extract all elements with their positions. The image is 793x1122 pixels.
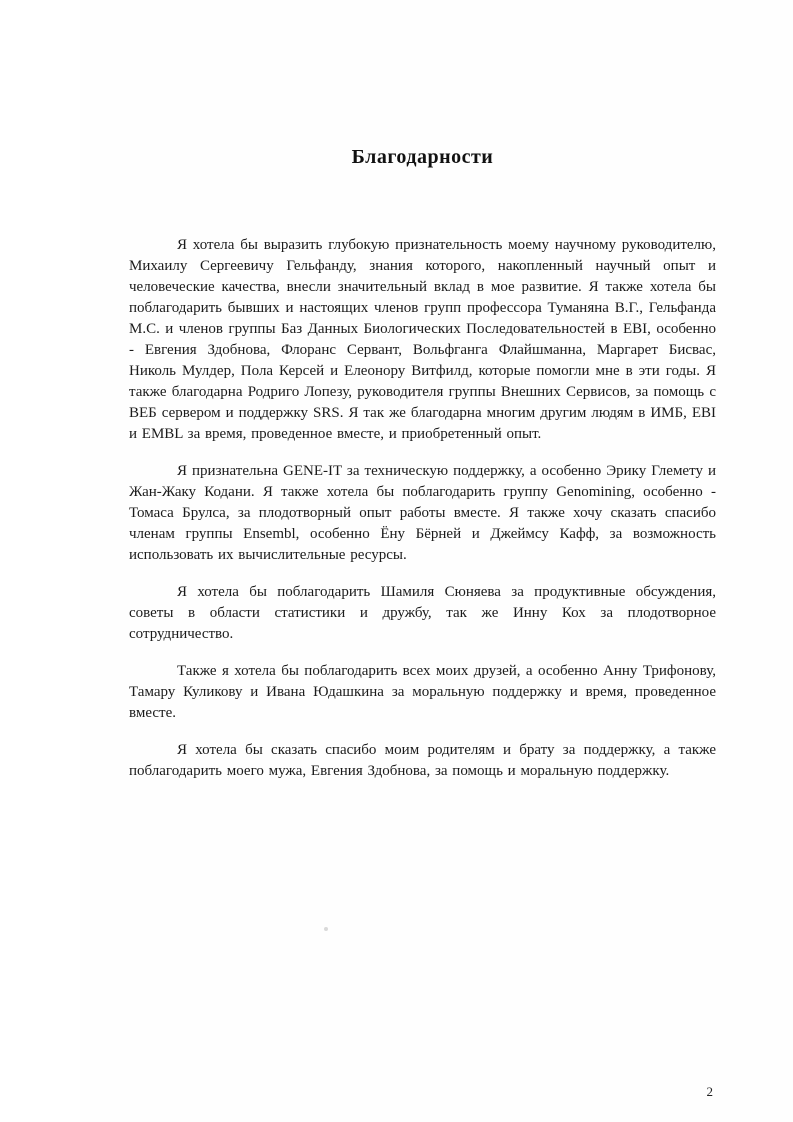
acknowledgments-paragraph-4: Также я хотела бы поблагодарить всех моих друзей, а особенно Анну Трифонову, Тамару Куликову и Ивана Юдашкина за моральную поддержку и время, проведенное вместе.: [129, 663, 716, 721]
page-title: Благодарности: [351, 146, 494, 168]
page-number: 2: [706, 1084, 713, 1099]
acknowledgments-paragraph-2: Я признательна GENE-IT за техническую поддержку, а особенно Эрику Глемету и Жан-Жаку Кодани. Я также хотела бы поблагодарить группу Genomining, особенно - Томаса Брулса, за плодотворный опыт работы вместе. Я также хочу сказать спасибо членам группы Ensembl, особенно Ёну Бёрней и Джеймсу Кафф, за возможность использовать их вычислительные ресурсы.: [129, 463, 716, 563]
acknowledgments-paragraph-3: Я хотела бы поблагодарить Шамиля Сюняева за продуктивные обсуждения, советы в области статистики и дружбу, так же Инну Кох за плодотворное сотрудничество.: [129, 584, 716, 642]
acknowledgments-paragraph-5: Я хотела бы сказать спасибо моим родителям и брату за поддержку, а также поблагодарить моего мужа, Евгения Здобнова, за помощь и моральную поддержку.: [129, 742, 716, 779]
scan-edge-artifact: [0, 0, 80, 1122]
scan-speck-artifact: [324, 927, 328, 931]
page-content: [129, 146, 716, 798]
acknowledgments-paragraph-1: Я хотела бы выразить глубокую признательность моему научному руководителю, Михаилу Сергеевичу Гельфанду, знания которого, накопленный научный опыт и человеческие качества, внесли значительный вклад в мое развитие. Я также хотела бы поблагодарить бывших и настоящих членов групп профессора Туманяна В.Г., Гельфанда М.С. и членов группы Баз Данных Биологических Последовательностей в EBI, особенно - Евгения Здобнова, Флоранс Сервант, Вольфганга Флайшманна, Маргарет Бисвас, Николь Мулдер, Пола Керсей и Елеонору Витфилд, которые помогли мне в эти годы. Я также благодарна Родриго Лопезу, руководителя группы Внешних Сервисов, за помощь с ВЕБ сервером и поддержку SRS. Я так же благодарна многим другим людям в ИМБ, EBI и EMBL за время, проведенное вместе, и приобретенный опыт.: [129, 237, 716, 442]
